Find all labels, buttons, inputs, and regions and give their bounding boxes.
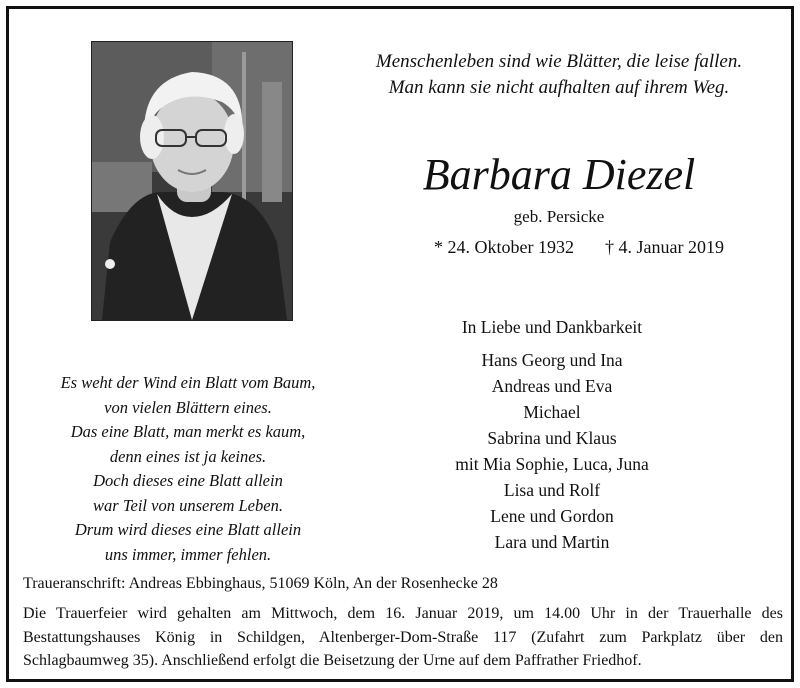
mourner-entry: Sabrina und Klaus: [487, 428, 617, 448]
deceased-name: Barbara Diezel: [422, 150, 696, 199]
header-quote: [339, 49, 779, 101]
death-date: † 4. Januar 2019: [605, 237, 724, 257]
mourner-entry: Andreas und Eva: [491, 376, 613, 396]
obituary-card: [6, 6, 794, 682]
poem-line: war Teil von unserem Leben.: [93, 495, 283, 515]
mourner-entry: Hans Georg und Ina: [481, 350, 623, 370]
poem-line: Drum wird dieses eine Blatt allein: [74, 520, 302, 539]
poem-line: Es weht der Wind ein Blatt vom Baum,: [60, 373, 316, 392]
maiden-name: geb. Persicke: [513, 207, 605, 226]
poem-line: Doch dieses eine Blatt allein: [93, 471, 283, 490]
poem-line: von vielen Blättern eines.: [104, 397, 272, 417]
poem: [23, 371, 353, 567]
poem-line: denn eines ist ja keines.: [109, 446, 267, 466]
header-quote-line-2: Man kann sie nicht aufhalten auf ihrem Weg.: [388, 77, 730, 98]
mourner-entry: Lisa und Rolf: [503, 480, 601, 500]
poem-line: uns immer, immer fehlen.: [104, 544, 272, 564]
mourner-entry: Michael: [523, 402, 581, 422]
mourning-address: Traueranschrift: Andreas Ebbinghaus, 51069 Köln, An der Rosenhecke 28: [23, 575, 498, 592]
portrait-photo: [91, 41, 293, 321]
mourners-list: [389, 347, 715, 555]
ceremony-info: [23, 602, 783, 673]
thanks-line: In Liebe und Dankbarkeit: [461, 317, 643, 337]
poem-line: Das eine Blatt, man merkt es kaum,: [70, 422, 306, 441]
life-dates: [379, 237, 779, 258]
mourner-entry: Lara und Martin: [494, 532, 610, 552]
header-quote-line-1: Menschenleben sind wie Blätter, die leise fallen.: [375, 51, 743, 72]
mourner-entry: Lene und Gordon: [490, 506, 614, 526]
portrait-image: [92, 42, 292, 320]
mourner-entry: mit Mia Sophie, Luca, Juna: [455, 454, 649, 474]
ceremony-line: Bestattungshauses König in Schildgen, Altenberger-Dom-Straße 117 (Zufahrt zum Parkplatz über den: [23, 628, 783, 646]
birth-date: * 24. Oktober 1932: [434, 237, 574, 257]
ceremony-line: Schlagbaumweg 35). Anschließend erfolgt die Beisetzung der Urne auf dem Paffrather Friedhof.: [23, 652, 642, 669]
ceremony-line: Die Trauerfeier wird gehalten am Mittwoch, dem 16. Januar 2019, um 14.00 Uhr in der Trauerhalle des: [23, 605, 783, 622]
